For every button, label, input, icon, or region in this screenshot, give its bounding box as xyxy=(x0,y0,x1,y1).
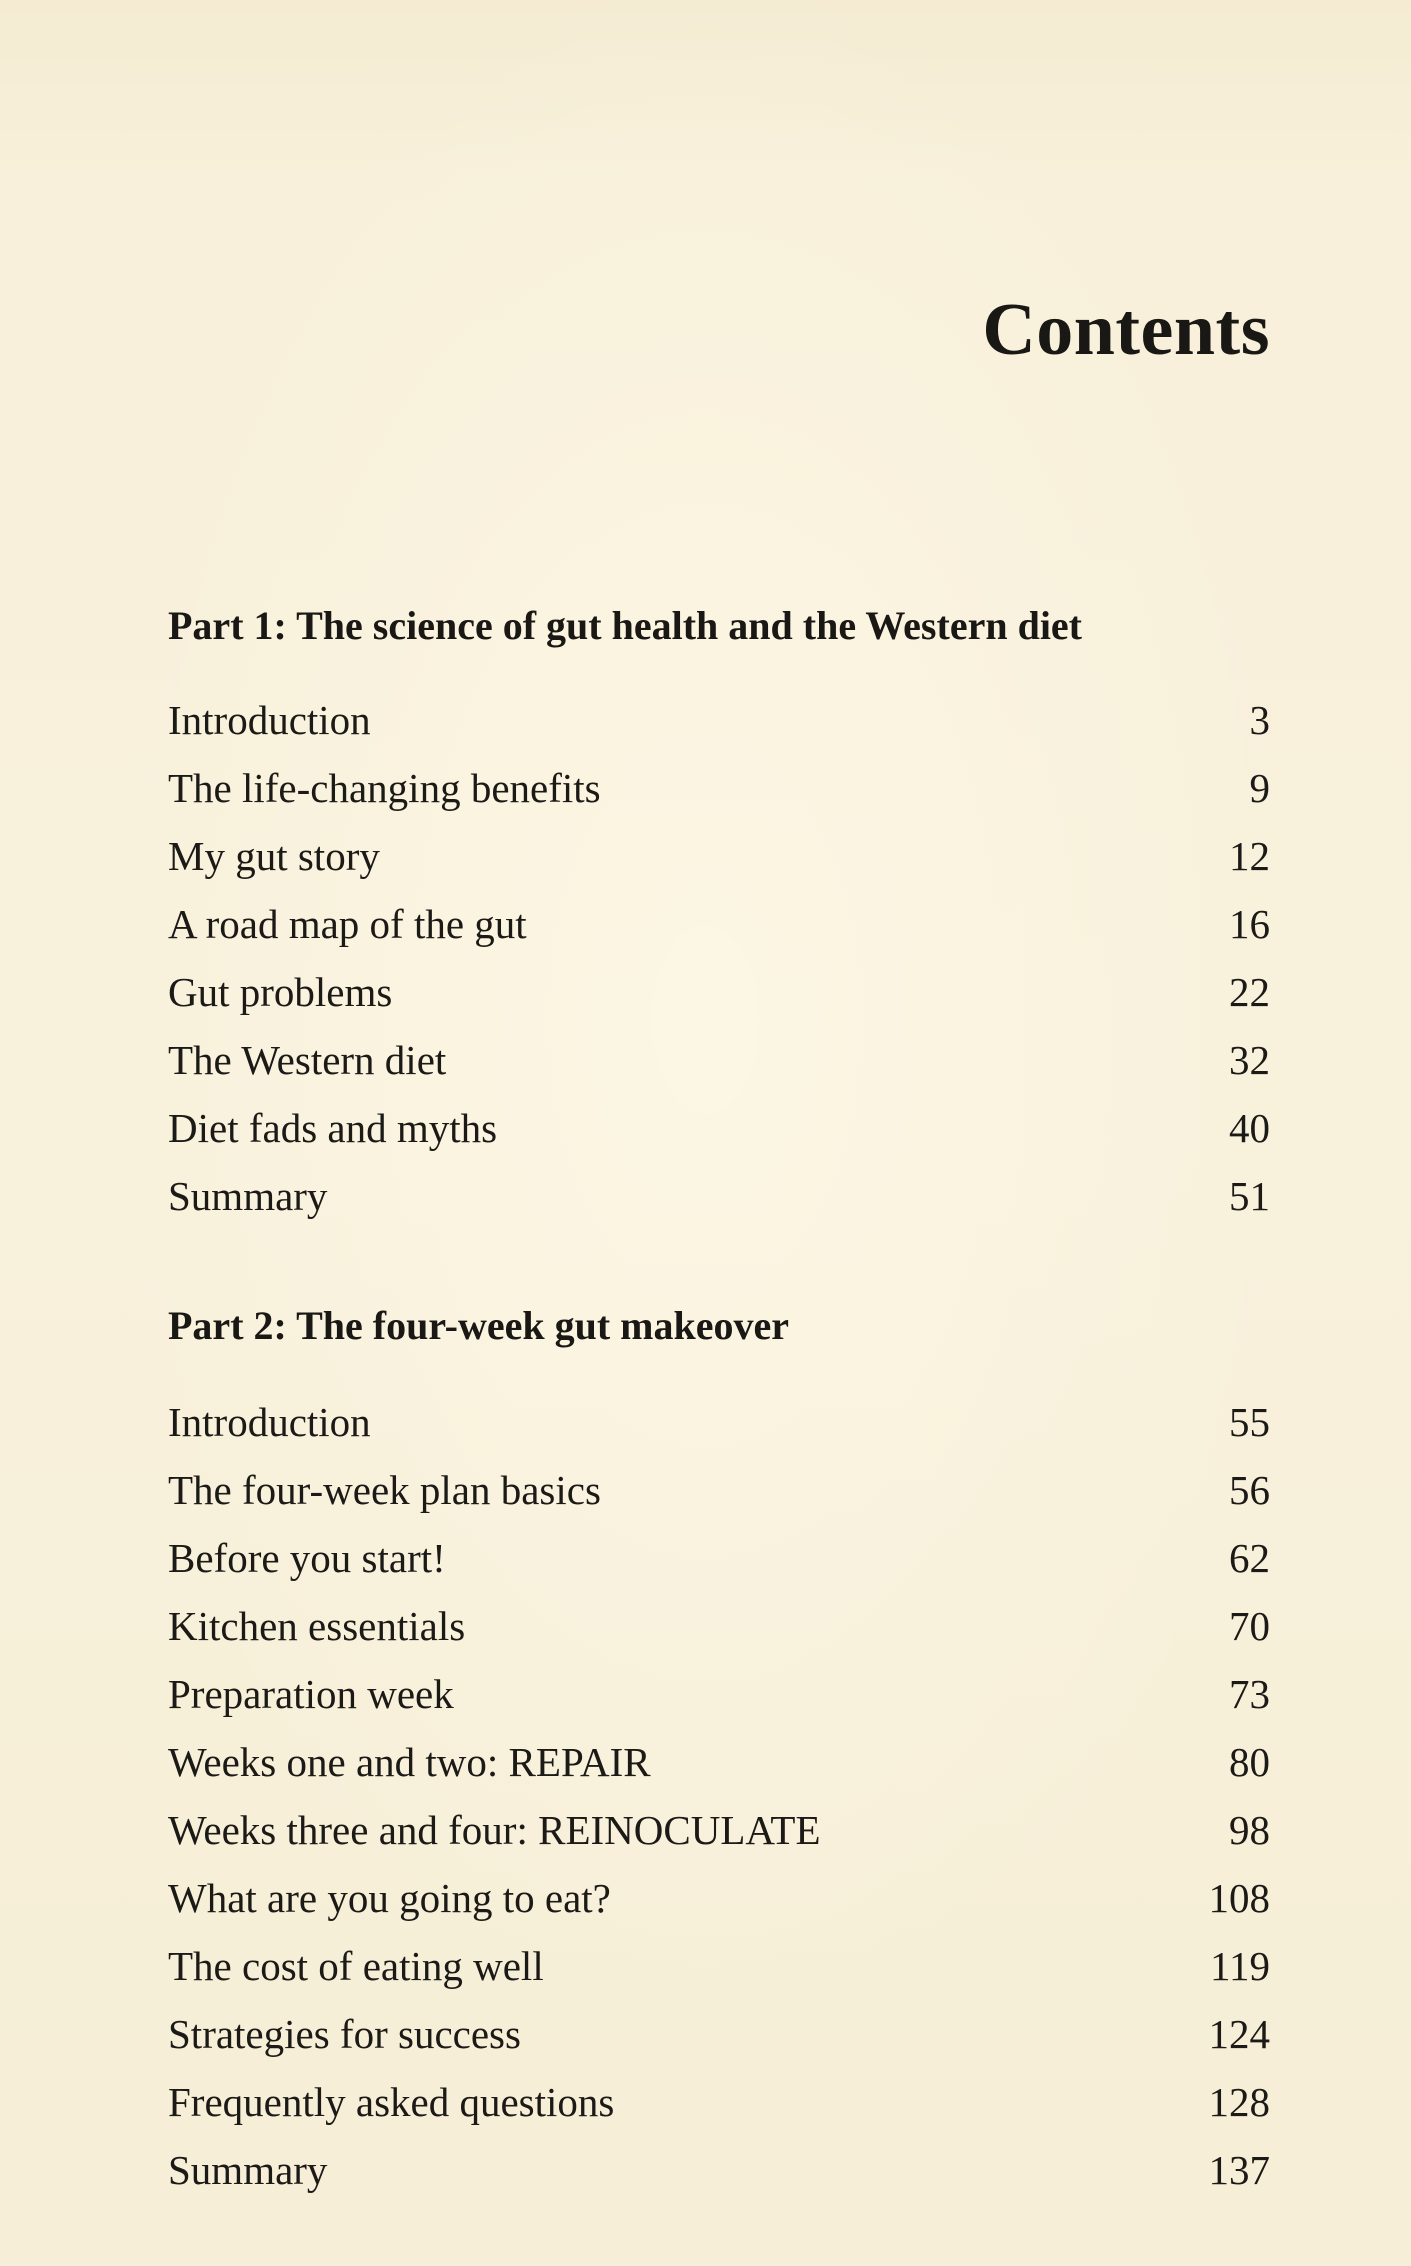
toc-entry[interactable] xyxy=(168,1388,1270,1456)
entry-title: Diet fads and myths xyxy=(168,1105,498,1151)
entry-title: What are you going to eat? xyxy=(168,1875,611,1921)
entry-title: Introduction xyxy=(168,697,371,743)
toc-entry[interactable] xyxy=(168,1932,1270,2000)
entry-page-number: 62 xyxy=(1229,1535,1270,1581)
toc-entry[interactable] xyxy=(168,1592,1270,1660)
toc-entry[interactable] xyxy=(168,1660,1270,1728)
entry-title: Preparation week xyxy=(168,1671,454,1717)
entry-page-number: 16 xyxy=(1229,901,1270,947)
toc-entry[interactable] xyxy=(168,1864,1270,1932)
entry-title: My gut story xyxy=(168,833,380,879)
toc-entry[interactable] xyxy=(168,2000,1270,2068)
entry-page-number: 137 xyxy=(1208,2147,1270,2193)
toc-entry[interactable] xyxy=(168,1094,1270,1162)
toc-entry[interactable] xyxy=(168,1796,1270,1864)
entry-page-number: 70 xyxy=(1229,1603,1270,1649)
entry-title: Introduction xyxy=(168,1399,371,1445)
part-2-heading: Part 2: The four-week gut makeover xyxy=(168,1303,789,1348)
toc-entry[interactable] xyxy=(168,2068,1270,2136)
entry-page-number: 98 xyxy=(1229,1807,1270,1853)
entry-title: The four-week plan basics xyxy=(168,1467,601,1513)
entry-page-number: 108 xyxy=(1208,1875,1270,1921)
toc-entry[interactable] xyxy=(168,890,1270,958)
entry-title: The cost of eating well xyxy=(168,1943,544,1989)
entry-title: Summary xyxy=(168,1173,328,1219)
entry-page-number: 119 xyxy=(1210,1943,1270,1989)
entry-title: Frequently asked questions xyxy=(168,2079,615,2125)
entry-title: Summary xyxy=(168,2147,328,2193)
part-1-section xyxy=(168,602,1270,1230)
part-2-section xyxy=(168,1302,1270,2204)
toc-entry[interactable] xyxy=(168,1162,1270,1230)
entry-page-number: 73 xyxy=(1229,1671,1270,1717)
entry-title: Strategies for success xyxy=(168,2011,521,2057)
page-title: Contents xyxy=(982,289,1270,371)
entry-page-number: 9 xyxy=(1249,765,1270,811)
entry-page-number: 51 xyxy=(1229,1173,1270,1219)
entry-page-number: 32 xyxy=(1229,1037,1270,1083)
entry-page-number: 22 xyxy=(1229,969,1270,1015)
entry-page-number: 80 xyxy=(1229,1739,1270,1785)
entry-page-number: 56 xyxy=(1229,1467,1270,1513)
entry-page-number: 124 xyxy=(1208,2011,1270,2057)
entry-title: Before you start! xyxy=(168,1535,446,1581)
entry-page-number: 55 xyxy=(1229,1399,1270,1445)
part-1-heading: Part 1: The science of gut health and the Western diet xyxy=(168,603,1083,648)
entry-title: Weeks one and two: REPAIR xyxy=(168,1739,651,1785)
entry-title: Kitchen essentials xyxy=(168,1603,466,1649)
toc-entry[interactable] xyxy=(168,1524,1270,1592)
entry-title: Weeks three and four: REINOCULATE xyxy=(168,1807,821,1853)
entry-title: A road map of the gut xyxy=(168,901,527,947)
entry-title: The Western diet xyxy=(168,1037,447,1083)
entry-page-number: 40 xyxy=(1229,1105,1270,1151)
toc-entry[interactable] xyxy=(168,1456,1270,1524)
toc-entry[interactable] xyxy=(168,822,1270,890)
entry-title: The life-changing benefits xyxy=(168,765,601,811)
part-1-entries xyxy=(168,686,1270,1230)
toc-entry[interactable] xyxy=(168,686,1270,754)
entry-title: Gut problems xyxy=(168,969,393,1015)
entry-page-number: 128 xyxy=(1208,2079,1270,2125)
toc-entry[interactable] xyxy=(168,1728,1270,1796)
part-2-entries xyxy=(168,1388,1270,2204)
toc-entry[interactable] xyxy=(168,754,1270,822)
entry-page-number: 3 xyxy=(1249,697,1270,743)
toc-entry[interactable] xyxy=(168,958,1270,1026)
toc-entry[interactable] xyxy=(168,2136,1270,2204)
entry-page-number: 12 xyxy=(1229,833,1270,879)
toc-entry[interactable] xyxy=(168,1026,1270,1094)
